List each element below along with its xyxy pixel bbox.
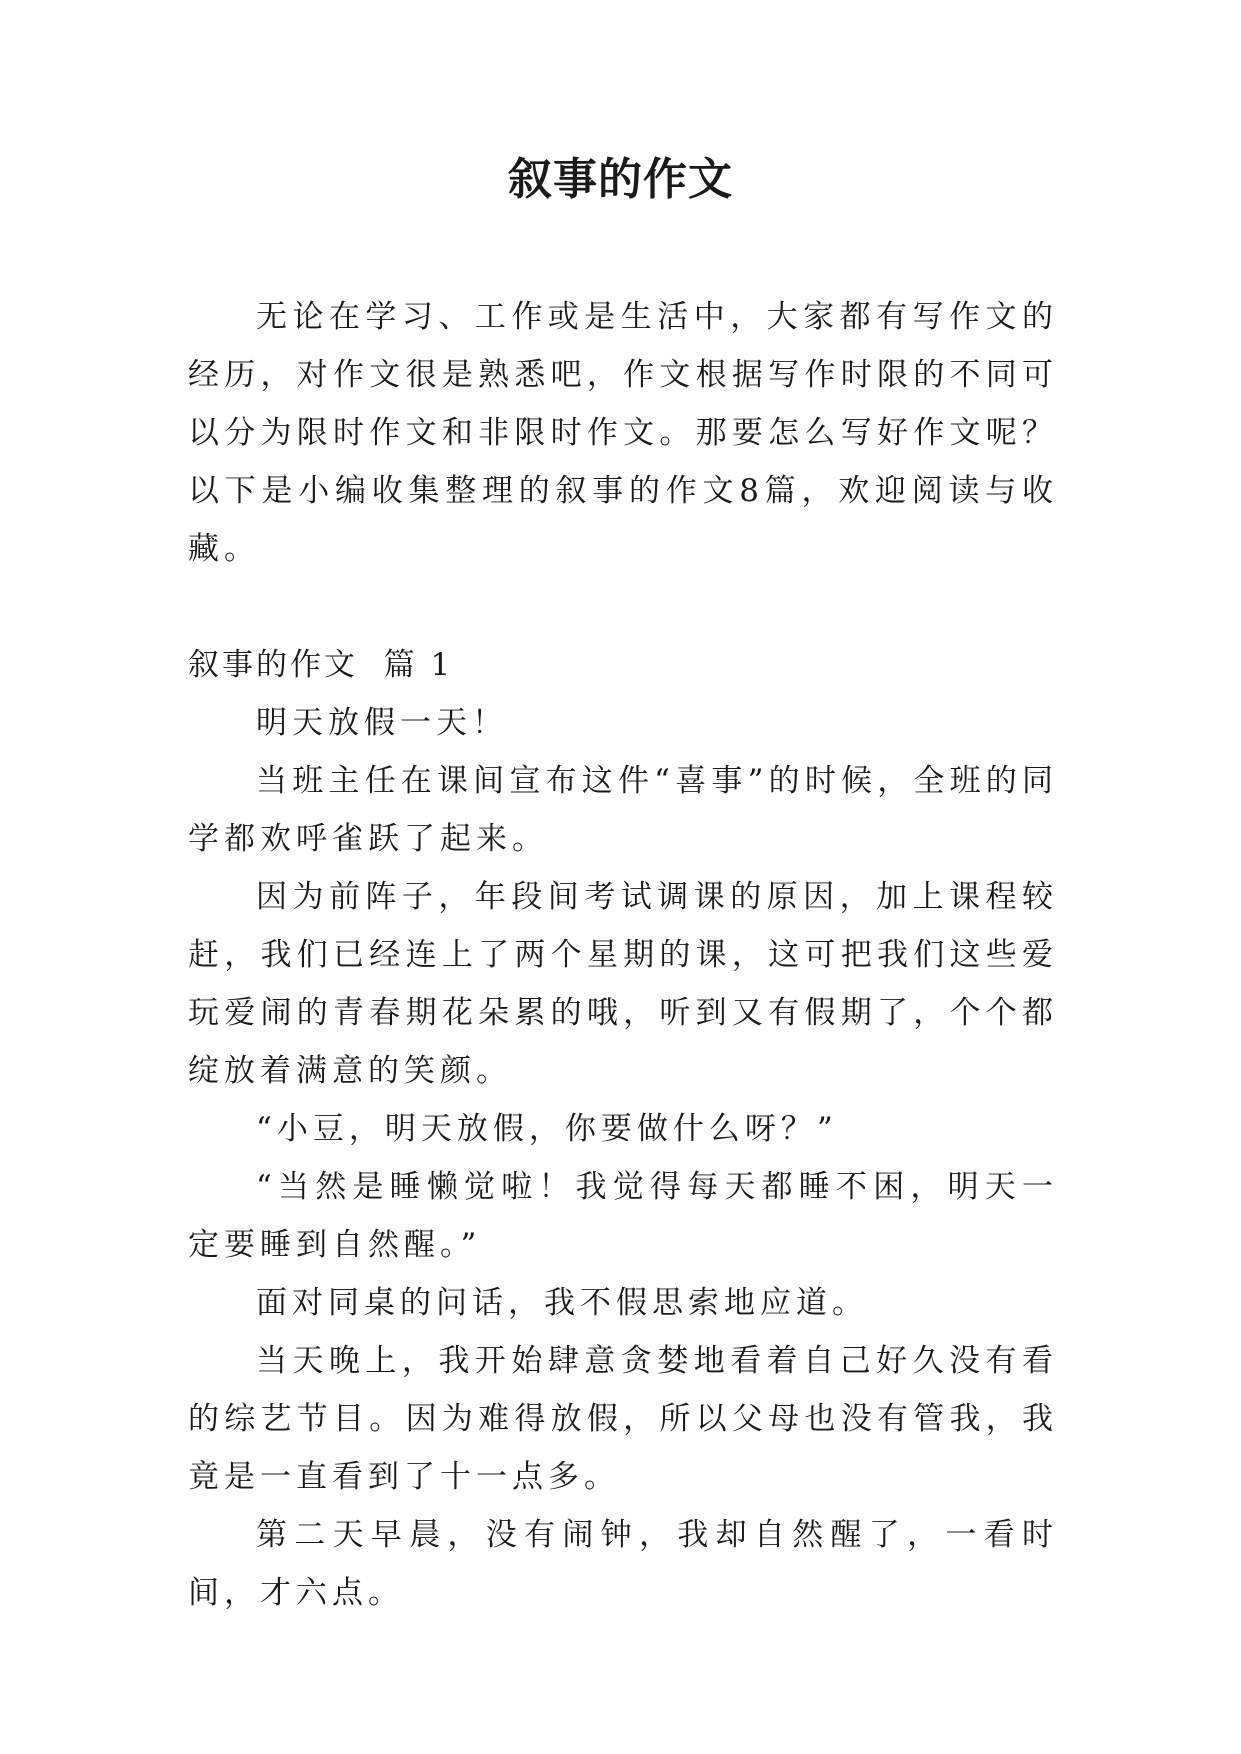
intro-paragraph: 无论在学习、工作或是生活中，大家都有写作文的经历，对作文很是熟悉吧，作文根据写作时限的不同可以分为限时作文和非限时作文。那要怎么写好作文呢？以下是小编收集整理的叙事的作文8篇，欢迎阅读与收藏。 <box>188 299 1058 567</box>
document-title: 叙事的作文 <box>508 154 733 205</box>
body-paragraph: 面对同桌的问话，我不假思索地应道。 <box>256 1285 868 1321</box>
body-paragraph: “小豆，明天放假，你要做什么呀？” <box>256 1111 838 1147</box>
body-paragraph: 第二天早晨，没有闹钟，我却自然醒了，一看时间，才六点。 <box>188 1517 1058 1611</box>
section-heading: 叙事的作文 篇 1 <box>188 647 454 683</box>
document-body <box>188 288 1058 1622</box>
body-paragraph: 明天放假一天！ <box>256 705 508 741</box>
body-paragraph: 当天晚上，我开始肆意贪婪地看着自己好久没有看的综艺节目。因为难得放假，所以父母也没有管我，我竟是一直看到了十一点多。 <box>188 1343 1058 1495</box>
body-paragraph: 当班主任在课间宣布这件“喜事”的时候，全班的同学都欢呼雀跃了起来。 <box>188 763 1058 857</box>
body-paragraph: “当然是睡懒觉啦！我觉得每天都睡不困，明天一定要睡到自然醒。” <box>188 1169 1058 1263</box>
body-paragraph: 因为前阵子，年段间考试调课的原因，加上课程较赶，我们已经连上了两个星期的课，这可把我们这些爱玩爱闹的青春期花朵累的哦，听到又有假期了，个个都绽放着满意的笑颜。 <box>188 879 1058 1089</box>
